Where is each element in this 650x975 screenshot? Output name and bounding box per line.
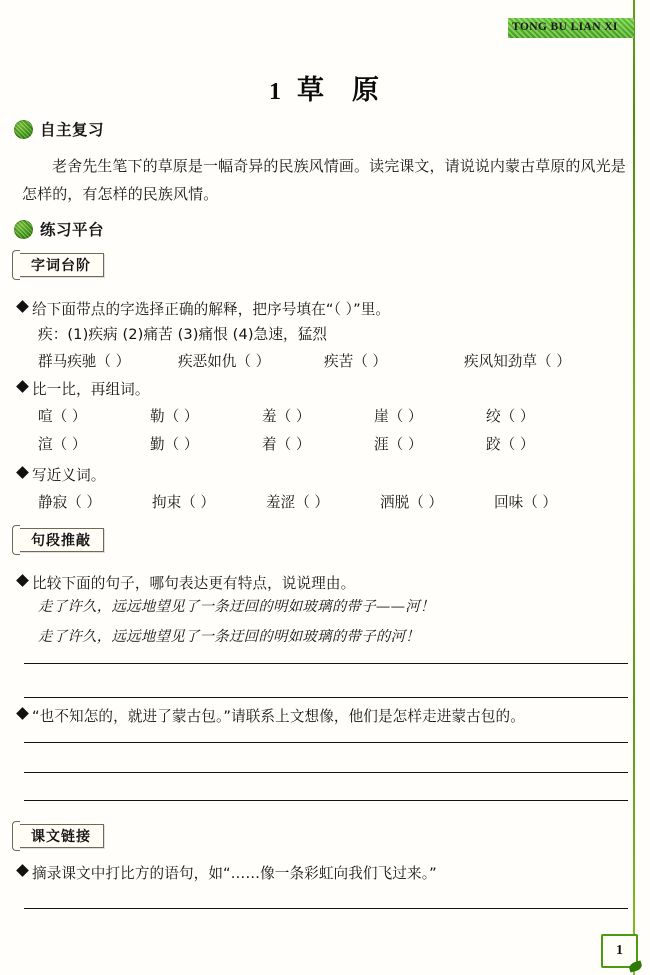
- word-blank[interactable]: 喧（ ）: [38, 408, 87, 425]
- sample-sentence-1: 走了许久，远远地望见了一条迂回的明如玻璃的带子——河！: [38, 599, 435, 615]
- page-title: [0, 68, 650, 107]
- diamond-bullet-icon: [16, 380, 29, 393]
- answer-blank-item[interactable]: 疾苦（ ）: [324, 353, 388, 370]
- question-2: [18, 378, 150, 399]
- question-3-row-1: [38, 491, 608, 512]
- block-tag-kewen: 课文链接: [16, 824, 104, 848]
- word-blank[interactable]: 渲（ ）: [38, 436, 87, 453]
- question-1: [18, 298, 390, 319]
- synonym-blank[interactable]: 洒脱（ ）: [380, 494, 444, 511]
- lesson-title-char-2: 原: [352, 75, 381, 106]
- section-heading-practice: [14, 218, 104, 240]
- synonym-blank[interactable]: 静寂（ ）: [38, 494, 102, 511]
- answer-line[interactable]: [24, 800, 628, 801]
- word-blank[interactable]: 勒（ ）: [150, 408, 199, 425]
- question-6: [18, 862, 437, 883]
- diamond-bullet-icon: [16, 707, 29, 720]
- diamond-bullet-icon: [16, 300, 29, 313]
- page-number: [601, 934, 638, 968]
- question-1-prompt: 给下面带点的字选择正确的解释，把序号填在“（ ）”里。: [32, 301, 391, 318]
- page-number-value: 1: [616, 943, 623, 958]
- answer-line[interactable]: [24, 908, 628, 909]
- synonym-blank[interactable]: 拘束（ ）: [152, 494, 216, 511]
- answer-line[interactable]: [24, 742, 628, 743]
- section-heading-review: [14, 118, 104, 140]
- question-1-definition: 疾：(1)疾病 (2)痛苦 (3)痛恨 (4)急速，猛烈: [38, 326, 328, 343]
- section-heading-practice-label: 练习平台: [40, 221, 105, 239]
- question-2-row-1: [38, 405, 598, 426]
- question-2-row-2: [38, 433, 598, 454]
- block-tag-zici: 字词台阶: [16, 253, 104, 277]
- word-blank[interactable]: 勤（ ）: [150, 436, 199, 453]
- word-blank[interactable]: 涯（ ）: [374, 436, 423, 453]
- word-blank[interactable]: 跤（ ）: [486, 436, 535, 453]
- word-blank[interactable]: 着（ ）: [262, 436, 311, 453]
- word-blank[interactable]: 羞（ ）: [262, 408, 311, 425]
- diamond-bullet-icon: [16, 574, 29, 587]
- right-edge-rule: [633, 0, 635, 975]
- question-4: [18, 572, 355, 593]
- question-5: [18, 705, 525, 726]
- green-ball-icon: [14, 120, 33, 139]
- word-blank[interactable]: 绞（ ）: [486, 408, 535, 425]
- block-tag-juduan: 句段推敲: [16, 528, 104, 552]
- diamond-bullet-icon: [16, 466, 29, 479]
- word-blank[interactable]: 崖（ ）: [374, 408, 423, 425]
- answer-line[interactable]: [24, 697, 628, 698]
- running-header-banner: [508, 18, 634, 38]
- green-ball-icon: [14, 220, 33, 239]
- lesson-title-char-1: 草: [297, 75, 326, 106]
- diamond-bullet-icon: [16, 864, 29, 877]
- question-5-prompt: “也不知怎的，就进了蒙古包。”请联系上文想像，他们是怎样走进蒙古包的。: [32, 708, 525, 725]
- answer-blank-item[interactable]: 疾风知劲草（ ）: [464, 353, 571, 370]
- review-paragraph: 老舍先生笔下的草原是一幅奇异的民族风情画。读完课文，请说说内蒙古草原的风光是怎样的，有怎样的民族风情。: [22, 157, 626, 203]
- section-heading-review-label: 自主复习: [40, 121, 105, 139]
- answer-line[interactable]: [24, 772, 628, 773]
- question-4-prompt: 比较下面的句子，哪句表达更有特点，说说理由。: [32, 575, 356, 592]
- synonym-blank[interactable]: 回味（ ）: [494, 494, 558, 511]
- question-3: [18, 464, 105, 485]
- sample-sentence-2: 走了许久，远远地望见了一条迂回的明如玻璃的带子的河！: [38, 629, 420, 645]
- question-3-prompt: 写近义词。: [32, 467, 106, 484]
- question-6-prompt: 摘录课文中打比方的语句，如“……像一条彩虹向我们飞过来。”: [32, 865, 437, 882]
- synonym-blank[interactable]: 羞涩（ ）: [266, 494, 330, 511]
- running-header-text: TONG BU LIAN XI: [512, 21, 618, 33]
- lesson-number: 1: [269, 79, 283, 105]
- question-2-prompt: 比一比，再组词。: [32, 381, 150, 398]
- answer-blank-item[interactable]: 群马疾驰（ ）: [38, 353, 131, 370]
- answer-line[interactable]: [24, 663, 628, 664]
- question-1-items: [38, 350, 624, 371]
- answer-blank-item[interactable]: 疾恶如仇（ ）: [178, 353, 271, 370]
